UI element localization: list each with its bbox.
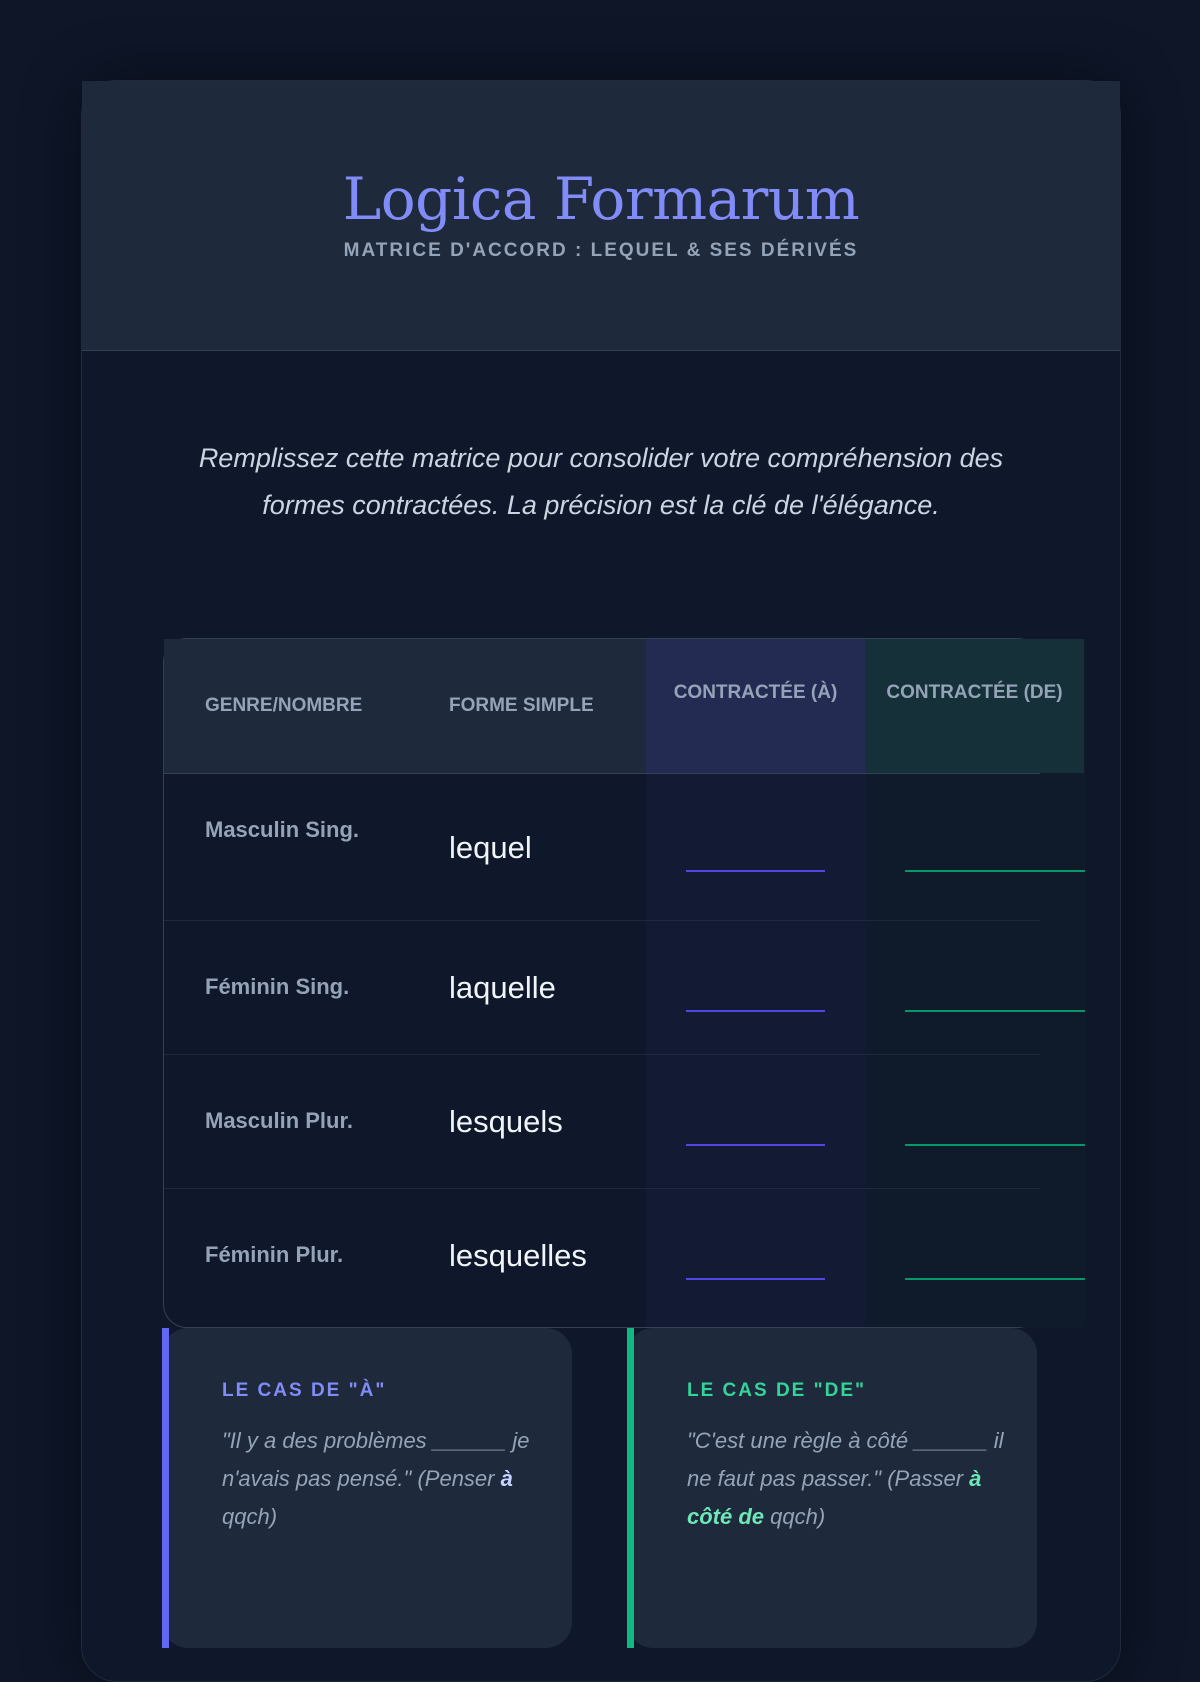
note-accent-bar <box>627 1328 634 1648</box>
answer-blank-a[interactable] <box>686 1144 825 1146</box>
header-contractee-a: CONTRACTÉE (À) <box>646 639 865 773</box>
answer-blank-a[interactable] <box>686 870 825 872</box>
header-contractee-de: CONTRACTÉE (DE) <box>865 639 1084 773</box>
table-header <box>164 639 1063 774</box>
forme-cell: lesquels <box>449 1104 563 1139</box>
note-text-end: qqch) <box>764 1504 826 1529</box>
card-header <box>82 81 1120 351</box>
header-genre-nombre: GENRE/NOMBRE <box>205 695 363 716</box>
table-row <box>164 1189 1040 1322</box>
genre-cell: Féminin Sing. <box>205 974 350 999</box>
answer-blank-de[interactable] <box>905 1278 1085 1280</box>
answer-blank-a[interactable] <box>686 1010 825 1012</box>
note-highlight: à côté de <box>687 1466 982 1529</box>
table-row <box>164 774 1040 921</box>
note-highlight: à <box>500 1466 513 1491</box>
intro-text: Remplissez cette matrice pour consolider votre compréhension des formes contractées. La précision est la clé de l'élégance. <box>198 443 1004 520</box>
forme-cell: laquelle <box>449 970 556 1005</box>
note-text-start: "Il y a des problèmes ______ je n'avais pas pensé." (Penser <box>222 1428 530 1491</box>
forme-cell: lequel <box>449 830 532 865</box>
note-card-a <box>162 1328 572 1648</box>
note-title: LE CAS DE "DE" <box>687 1380 867 1401</box>
page-title: Logica Formarum <box>342 165 860 233</box>
note-accent-bar <box>162 1328 169 1648</box>
header-forme-simple: FORME SIMPLE <box>449 695 594 716</box>
table-row <box>164 921 1040 1055</box>
answer-blank-de[interactable] <box>905 1144 1085 1146</box>
answer-blank-a[interactable] <box>686 1278 825 1280</box>
answer-blank-de[interactable] <box>905 1010 1085 1012</box>
forme-cell: lesquelles <box>449 1238 587 1273</box>
genre-cell: Masculin Plur. <box>205 1108 353 1133</box>
note-card-de <box>627 1328 1037 1648</box>
note-text-start: "C'est une règle à côté ______ il ne faut pas passer." (Passer <box>687 1428 1004 1491</box>
genre-cell: Féminin Plur. <box>205 1242 344 1267</box>
note-title: LE CAS DE "À" <box>222 1380 387 1401</box>
page-subtitle: MATRICE D'ACCORD : LEQUEL & SES DÉRIVÉS <box>343 240 859 261</box>
table-row <box>164 1055 1040 1189</box>
answer-blank-de[interactable] <box>905 870 1085 872</box>
genre-cell: Masculin Sing. <box>205 817 360 842</box>
note-text-end: qqch) <box>222 1504 278 1529</box>
note-text <box>222 1422 542 1536</box>
agreement-matrix <box>163 638 1063 1328</box>
note-text <box>687 1422 1007 1536</box>
